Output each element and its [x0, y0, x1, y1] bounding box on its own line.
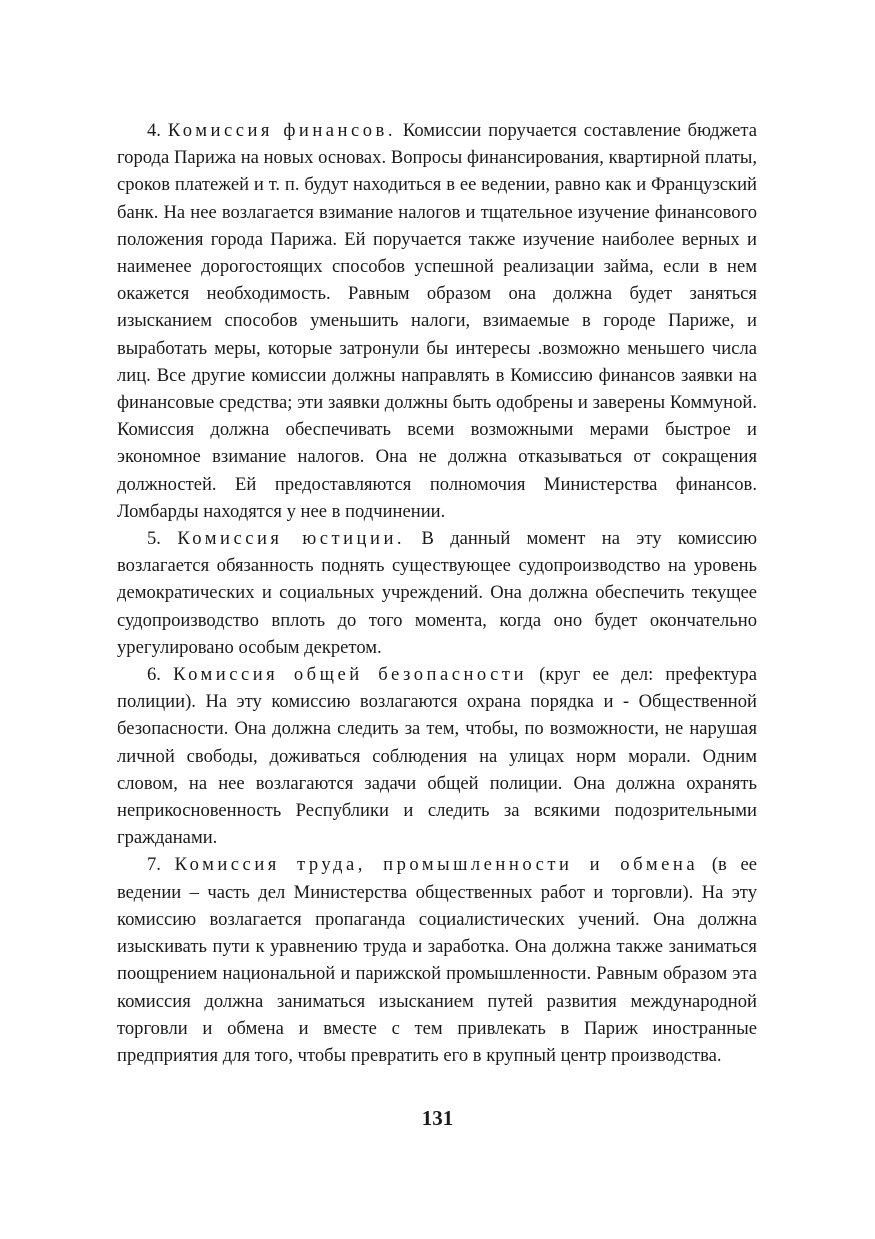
paragraph-text: Комиссии поручается составление бюджета города Парижа на новых основах. Вопросы финансирования, квартирной платы, сроков платежей и т. п. будут находиться в ее ведении, равно как и Французский банк. На нее возлагается взимание налогов и тщательное изучение финансового положения города Парижа. Ей поручается также изучение наиболее верных и наименее дорогостоящих способов успешной реализации займа, если в нем окажется необходимость. Равным образом она должна будет заняться изысканием способов уменьшить налоги, взимаемые в городе Париже, и выработать меры, которые затронули бы интересы .возможно меньшего числа лиц. Все другие комиссии должны направлять в Комиссию финансов заявки на финансовые средства; эти заявки должны быть одобрены и заверены Коммуной. Комиссия должна обеспечивать всеми возможными мерами быстрое и экономное взимание налогов. Она не должна отказываться от сокращения должностей. Ей предоставляются полномочия Министерства финансов. Ломбарды находятся у нее в подчинении. — [117, 120, 758, 522]
page-number: 131 — [421, 1106, 454, 1130]
paragraph-security-commission — [117, 661, 757, 851]
paragraph-number: 5. — [147, 528, 161, 550]
paragraph-text: В данный момент на эту комиссию возлагается обязанность поднять существующее судопроизводство на уровень демократических и социальных учреждений. Она должна обеспечить текущее судопроизводство вплоть до того момента, когда оно будет окончательно урегулировано особым декретом. — [117, 528, 757, 658]
section-heading: Комиссия общей безопасности — [173, 664, 528, 686]
paragraph-finance-commission — [117, 117, 757, 525]
paragraph-labour-commission — [117, 851, 757, 1069]
paragraph-number: 4. — [147, 120, 161, 141]
paragraph-number: 6. — [147, 664, 161, 686]
section-heading: Комиссия юстиции. — [177, 528, 406, 550]
paragraph-number: 7. — [147, 854, 161, 876]
section-heading: Комиссия финансов. — [167, 120, 396, 141]
paragraph-text: (в ее ведении – часть дел Министерства общественных работ и торговли). На эту комиссию возлагается пропаганда социалистических учений. Она должна изыскивать пути к уравнению труда и заработка. Она должна также заниматься поощрением национальной и парижской промышленности. Равным образом эта комиссия должна заниматься изысканием путей развития международной торговли и обмена и вместе с тем привлекать в Париж иностранные предприятия для того, чтобы превратить его в крупный центр производства. — [117, 854, 757, 1066]
paragraph-text: (круг ее дел: префектура полиции). На эту комиссию возлагаются охрана порядка и - Общественной безопасности. Она должна следить за тем, чтобы, по возможности, не нарушая личной свободы, доживаться соблюдения на улицах норм морали. Одним словом, на нее возлагаются задачи общей полиции. Она должна охранять неприкосновенность Республики и следить за всякими подозрительными гражданами. — [117, 664, 757, 849]
section-heading: Комиссия труда, промышленности и обмена — [174, 854, 699, 876]
paragraph-justice-commission — [117, 525, 757, 661]
page-body — [117, 117, 757, 1069]
